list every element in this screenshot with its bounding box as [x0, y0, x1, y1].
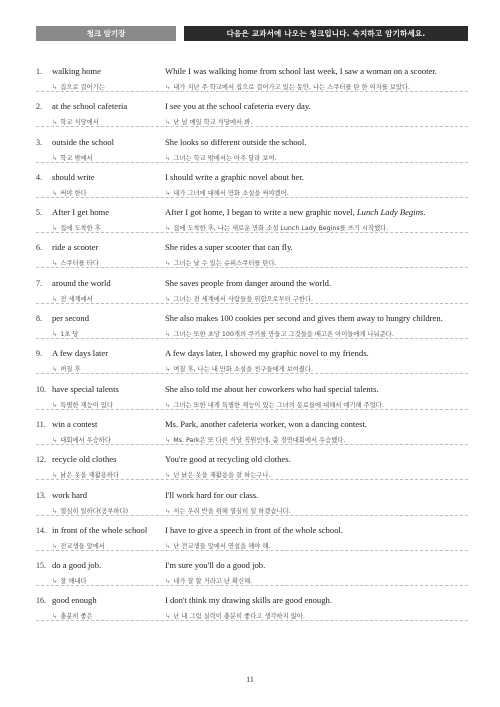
arrow-icon: ↳ — [52, 84, 58, 91]
chunk-row — [36, 522, 468, 557]
chunk-meaning — [52, 435, 170, 444]
meaning-text: 며칠 후 — [60, 366, 81, 374]
chunk-meaning — [52, 400, 170, 409]
chunk-meaning — [52, 470, 170, 479]
meaning-text: 써야 한다 — [60, 189, 87, 197]
meaning-text: 대회에서 우승하다 — [60, 436, 111, 444]
book-title: Lunch Lady Begins — [356, 207, 424, 218]
sentence-translation — [165, 329, 468, 338]
sentence-translation — [165, 400, 468, 409]
chunk-phrase: outside the school — [52, 136, 115, 147]
translation-text: 그녀는 또한 초당 100개의 쿠키를 만들고 그것들을 배고픈 아이들에게 나눠준다. — [173, 331, 394, 339]
example-sentence: I'm sure you'll do a good job. — [165, 560, 266, 571]
item-number: 13. — [36, 490, 46, 500]
translation-text: 그녀는 전 세계에서 사람들을 위험으로부터 구한다. — [173, 295, 314, 303]
translation-text: 난 전교생들 앞에서 연설을 해야 해. — [173, 542, 271, 550]
chunk-phrase: walking home — [52, 66, 101, 76]
example-sentence: I'll work hard for our class. — [165, 489, 259, 500]
chunk-phrase: A few days later — [52, 348, 109, 359]
chunk-meaning — [52, 117, 170, 126]
example-sentence: She also makes 100 cookies per second and gives them away to hungry children. — [165, 313, 443, 324]
chunk-row — [36, 134, 468, 169]
section-tab: 청크 암기장 — [36, 26, 176, 41]
arrow-icon: ↳ — [165, 84, 171, 91]
meaning-text: 특별한 재능이 있다 — [60, 401, 113, 409]
example-sentence: She saves people from danger around the world. — [165, 277, 332, 288]
meaning-text: 집에 도착한 후 — [60, 225, 101, 233]
page-number: 11 — [246, 675, 254, 684]
chunk-phrase: After I get home — [52, 207, 110, 218]
divider — [36, 267, 468, 268]
divider — [36, 197, 468, 198]
divider — [36, 232, 468, 233]
arrow-icon: ↳ — [52, 472, 58, 480]
divider — [36, 409, 468, 410]
translation-text: 그녀는 학교 밖에서는 아주 달라 보여. — [173, 154, 277, 162]
divider — [36, 515, 468, 516]
chunk-row — [36, 310, 468, 345]
sentence-translation — [165, 506, 468, 515]
divider — [36, 550, 468, 551]
chunk-row — [36, 451, 468, 486]
sentence-part: . — [423, 207, 426, 218]
chunk-phrase: do a good job. — [52, 560, 102, 571]
item-number: 6. — [36, 243, 42, 253]
sentence-translation — [165, 435, 468, 444]
arrow-icon: ↳ — [165, 366, 171, 374]
divider — [36, 444, 468, 445]
arrow-icon: ↳ — [52, 189, 58, 197]
arrow-icon: ↳ — [52, 225, 58, 233]
item-number: 1. — [36, 67, 42, 76]
meaning-text: 충분히 좋은 — [60, 613, 93, 621]
chunk-row — [36, 98, 468, 133]
chunk-row — [36, 381, 468, 416]
example-sentence: While I was walking home from school last week, I saw a woman on a scooter. — [165, 66, 437, 76]
arrow-icon: ↳ — [165, 260, 171, 268]
example-sentence: You're good at recycling old clothes. — [165, 454, 291, 465]
arrow-icon: ↳ — [165, 225, 171, 233]
translation-text: 네가 잘 할 거라고 난 확신해. — [173, 578, 253, 586]
item-number: 10. — [36, 384, 46, 394]
meaning-text: 전교생들 앞에서 — [60, 542, 105, 550]
arrow-icon: ↳ — [165, 542, 171, 550]
arrow-icon: ↳ — [165, 578, 171, 586]
example-sentence: I should write a graphic novel about her. — [165, 171, 304, 182]
divider — [36, 303, 468, 304]
arrow-icon: ↳ — [52, 401, 58, 409]
divider — [36, 585, 468, 586]
chunk-phrase: good enough — [52, 595, 97, 606]
item-number: 4. — [36, 172, 42, 182]
chunk-list — [36, 63, 468, 628]
arrow-icon: ↳ — [165, 613, 171, 621]
arrow-icon: ↳ — [52, 366, 58, 374]
item-number: 11. — [36, 419, 46, 429]
chunk-meaning — [52, 82, 170, 91]
translation-text: 내가 지난 주 학교에서 집으로 걸어가고 있는 동안, 나는 스쿠터를 탄 한 여자를 보았다. — [173, 84, 411, 91]
meaning-text: 학교 밖에서 — [60, 154, 93, 162]
chunk-row — [36, 63, 468, 98]
sentence-translation — [165, 611, 468, 620]
chunk-row — [36, 239, 468, 274]
chunk-phrase: have special talents — [52, 383, 119, 394]
arrow-icon: ↳ — [165, 507, 171, 515]
chunk-row — [36, 557, 468, 592]
sentence-translation — [165, 188, 468, 197]
meaning-text: 전 세계에서 — [60, 295, 93, 303]
chunk-meaning — [52, 153, 170, 162]
chunk-row — [36, 204, 468, 239]
sentence-translation — [165, 294, 468, 303]
meaning-text: 집으로 걸어가는 — [60, 84, 105, 91]
example-sentence: Ms. Park, another cafeteria worker, won a dancing contest. — [165, 418, 368, 429]
chunk-phrase: work hard — [52, 489, 88, 500]
arrow-icon: ↳ — [52, 578, 58, 586]
sentence-translation — [165, 223, 468, 232]
arrow-icon: ↳ — [52, 507, 58, 515]
arrow-icon: ↳ — [165, 119, 171, 127]
chunk-row — [36, 275, 468, 310]
chunk-row — [36, 169, 468, 204]
translation-text: 난 내 그림 실력이 충분히 좋다고 생각하지 않아. — [173, 613, 305, 621]
arrow-icon: ↳ — [165, 295, 171, 303]
sentence-translation — [165, 364, 468, 373]
sentence-translation — [165, 541, 468, 550]
translation-text: 내가 그녀에 대해서 만화 소설을 써야겠어. — [173, 189, 289, 197]
item-number: 12. — [36, 455, 46, 465]
arrow-icon: ↳ — [52, 260, 58, 268]
arrow-icon: ↳ — [52, 295, 58, 303]
translation-text: Ms. Park은 또 다른 식당 직원인데, 춤 경연대회에서 우승했다. — [173, 436, 346, 444]
divider — [36, 126, 468, 127]
item-number: 9. — [36, 349, 42, 359]
chunk-phrase: should write — [52, 171, 95, 182]
item-number: 14. — [36, 525, 46, 535]
divider — [36, 338, 468, 339]
arrow-icon: ↳ — [165, 189, 171, 197]
sentence-translation — [165, 470, 468, 479]
arrow-icon: ↳ — [165, 154, 171, 162]
chunk-meaning — [52, 258, 170, 267]
translation-text: 그녀는 또한 내게 특별한 재능이 있는 그녀의 동료들에 대해서 얘기해 주었다. — [173, 401, 384, 409]
divider — [36, 162, 468, 163]
chunk-row — [36, 487, 468, 522]
example-sentence: I see you at the school cafeteria every day. — [165, 101, 311, 112]
sentence-translation — [165, 82, 468, 91]
chunk-meaning — [52, 576, 170, 585]
example-sentence: A few days later, I showed my graphic novel to my friends. — [165, 348, 369, 359]
item-number: 16. — [36, 596, 46, 606]
sentence-translation — [165, 258, 468, 267]
chunk-phrase: recycle old clothes — [52, 454, 117, 465]
arrow-icon: ↳ — [165, 401, 171, 409]
translation-text: 그녀는 날 수 있는 슈퍼스쿠터를 탄다. — [173, 260, 277, 268]
chunk-row — [36, 416, 468, 451]
translation-text: 넌 낡은 옷을 재활용을 잘 하는구나. — [173, 472, 271, 480]
item-number: 15. — [36, 561, 46, 571]
chunk-meaning — [52, 188, 170, 197]
chunk-phrase: ride a scooter — [52, 242, 99, 253]
arrow-icon: ↳ — [165, 331, 171, 339]
sentence-part: After I got home, I began to write a new graphic novel, — [165, 207, 357, 218]
divider — [36, 373, 468, 374]
sentence-translation — [165, 153, 468, 162]
sentence-translation — [165, 117, 468, 126]
chunk-meaning — [52, 364, 170, 373]
arrow-icon: ↳ — [52, 331, 58, 339]
arrow-icon: ↳ — [165, 472, 171, 480]
chunk-meaning — [52, 223, 170, 232]
translation-text: 저는 우리 반을 위해 열심히 일 하겠습니다. — [173, 507, 291, 515]
chunk-phrase: in front of the whole school — [52, 524, 148, 535]
example-sentence: She looks so different outside the school. — [165, 136, 307, 147]
arrow-icon: ↳ — [165, 436, 171, 444]
meaning-text: 1초 당 — [60, 331, 79, 339]
chunk-phrase: per second — [52, 313, 89, 324]
arrow-icon: ↳ — [52, 119, 58, 127]
arrow-icon: ↳ — [52, 154, 58, 162]
example-sentence: She also told me about her coworkers who had special talents. — [165, 383, 379, 394]
arrow-icon: ↳ — [52, 436, 58, 444]
translation-text: 며칠 후, 나는 내 만화 소설을 친구들에게 보여줬다. — [173, 366, 313, 374]
example-sentence: I have to give a speech in front of the whole school. — [165, 524, 344, 535]
chunk-meaning — [52, 611, 170, 620]
example-sentence: She rides a super scooter that can fly. — [165, 242, 293, 253]
item-number: 5. — [36, 208, 42, 218]
divider — [36, 91, 468, 92]
translation-text: 난 널 매일 학교 식당에서 봐. — [173, 119, 253, 127]
chunk-phrase: at the school cafeteria — [52, 101, 128, 112]
item-number: 7. — [36, 278, 42, 288]
meaning-text: 열심히 일하다(공부하다) — [60, 507, 129, 515]
chunk-phrase: win a contest — [52, 418, 98, 429]
sentence-translation — [165, 576, 468, 585]
item-number: 8. — [36, 314, 42, 324]
example-sentence — [165, 207, 468, 217]
chunk-meaning — [52, 541, 170, 550]
divider — [36, 479, 468, 480]
chunk-meaning — [52, 294, 170, 303]
chunk-row — [36, 345, 468, 380]
chunk-meaning — [52, 329, 170, 338]
item-number: 3. — [36, 137, 42, 147]
chunk-meaning — [52, 506, 170, 515]
example-sentence: I don't think my drawing skills are good enough. — [165, 595, 332, 606]
chunk-phrase: around the world — [52, 277, 111, 288]
translation-text: 집에 도착한 후, 나는 새로운 만화 소설 Lunch Lady Begins를 쓰기 시작했다. — [173, 225, 389, 233]
item-number: 2. — [36, 102, 42, 112]
divider — [36, 620, 468, 621]
meaning-text: 스쿠터를 타다 — [60, 260, 99, 268]
meaning-text: 잘 해내다 — [60, 578, 87, 586]
meaning-text: 학교 식당에서 — [60, 119, 99, 127]
instruction-banner: 다음은 교과서에 나오는 청크입니다. 숙지하고 암기하세요. — [184, 26, 468, 41]
chunk-row — [36, 592, 468, 627]
arrow-icon: ↳ — [52, 542, 58, 550]
meaning-text: 낡은 옷을 재활용하다 — [60, 472, 120, 480]
page-header — [36, 26, 468, 41]
arrow-icon: ↳ — [52, 613, 58, 621]
